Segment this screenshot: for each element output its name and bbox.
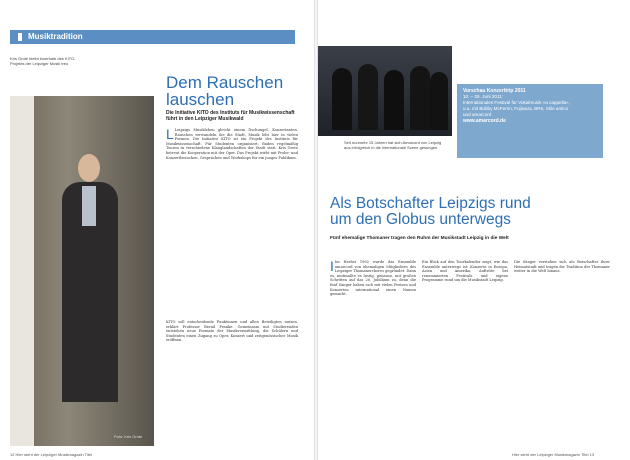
right-photo-caption: Seit nunmehr 15 Jahren hat sich Amarcord von Leipzig aus erfolgreich in die internationale Szene gesungen	[344, 140, 442, 150]
left-body-col1-text: Leipzigs Musikleben gleicht einem Dschungel. Konzertanten, Rauschen verwandeln Sie die Stadt, Musik lebt hier in vielen Formen. Die Initiative KITO ist ein Projekt des Instituts für Musikwissenschaft. Für Studenten organisiert, finden regelmäßig Touren in verschiedene Klanglandschaften der Stadt statt. Kris Grote betreut die Kooperation mit der Oper. Das Projekt wirbt mit Probe- und Konzertbesuchen, Gesprächen und Workshops für ein junges Publikum.	[166, 128, 298, 160]
right-headline-line2: um den Globus unterwegs	[330, 211, 511, 228]
section-label: Musiktradition	[28, 32, 83, 41]
left-body-col2: KITO soll entscheidende Funktionen und allen Beteiligten nutzen, erklärt Professor Bernd Franke. Gemeinsam mit Studierenden entstehen neue Formate der Musikvermittlung, die Schülern und Studenten einen Zugang zu Oper, Konzert und zeitgenössischer Musik eröffnen.	[166, 320, 298, 343]
singer-3-shape	[384, 70, 404, 130]
person-shirt-shape	[82, 186, 96, 226]
person-head-shape	[78, 154, 100, 182]
box-line: 10. – 26. Juni 2011:	[463, 94, 504, 99]
right-body-col3: Die Sänger verstehen sich als Botschafter ihrer Heimatstadt und tragen die Tradition der Thomaner weiter in die Welt hinaus.	[514, 260, 610, 274]
box-line: Internationales Festival für Vokalmusik »a cappella«,	[463, 100, 570, 105]
singer-5-shape	[430, 72, 448, 130]
box-title: Vorschau Konzerttrip 2011	[463, 88, 526, 94]
section-tab	[10, 30, 295, 44]
left-dropcap: L	[166, 128, 174, 142]
right-body-col1	[330, 260, 416, 446]
right-folio: Hier steht der Leipziger Musikmagazin Titel 13	[512, 452, 595, 457]
left-photo-caption: Kris Grote bleibt innerhalb des KITO-Projekts der Leipziger Musik treu	[10, 56, 76, 66]
right-photo-ensemble	[318, 46, 452, 136]
right-dropcap: I	[330, 260, 334, 274]
left-subheading: Die Initiative KITO des Instituts für Musikwissenschaft führt in den Leipziger Musikwald	[166, 110, 295, 122]
singer-4-shape	[410, 66, 430, 130]
box-link[interactable]: www.amarcord.de	[463, 118, 506, 124]
concert-preview-box	[457, 84, 603, 158]
right-subheading: Fünf ehemalige Thomaner tragen den Ruhm der Musikstadt Leipzig in die Welt	[330, 236, 509, 241]
left-photo-credit: Foto: Kris Grote	[114, 434, 143, 439]
left-photo-portrait	[10, 96, 154, 446]
box-line: und amarcord	[463, 112, 492, 117]
left-body-col1	[166, 128, 298, 318]
left-headline: Dem Rauschen lauschen	[166, 73, 284, 109]
box-line: u.a. mit Bobby McFerrin, Fujiwara, BR6, Stile antico	[463, 106, 569, 111]
section-tab-marker	[18, 33, 22, 41]
singer-2-shape	[358, 64, 378, 130]
right-body-col1-text: Im Herbst 1992 wurde das Ensemble amarcord von ehemaligen Mitgliedern des Leipziger Thomanerchores gegründet. Dann es, mutmaßte es lustig, genauso, mit großen Schritten auf das 20. Jubiläum zu, denn die fünf Sänger haben sich mit vielen Preisen und Konzerten international einen Namen gemacht.	[330, 260, 416, 297]
doorframe-shape	[10, 96, 34, 446]
singer-1-shape	[332, 68, 352, 130]
left-folio: 12 Hier steht der Leipziger Musikmagazin Titel	[10, 452, 93, 457]
right-headline-line1: Als Botschafter Leipzigs rund	[330, 195, 531, 212]
right-body-col2: Ein Blick auf den Tourkalender zeigt, wie das Ensemble unterwegs ist: Konzerte in Europa, Asien und Amerika, Auftritte bei renommierten Festivals und eigene Programme rund um die Musikstadt Leipzig.	[422, 260, 508, 283]
